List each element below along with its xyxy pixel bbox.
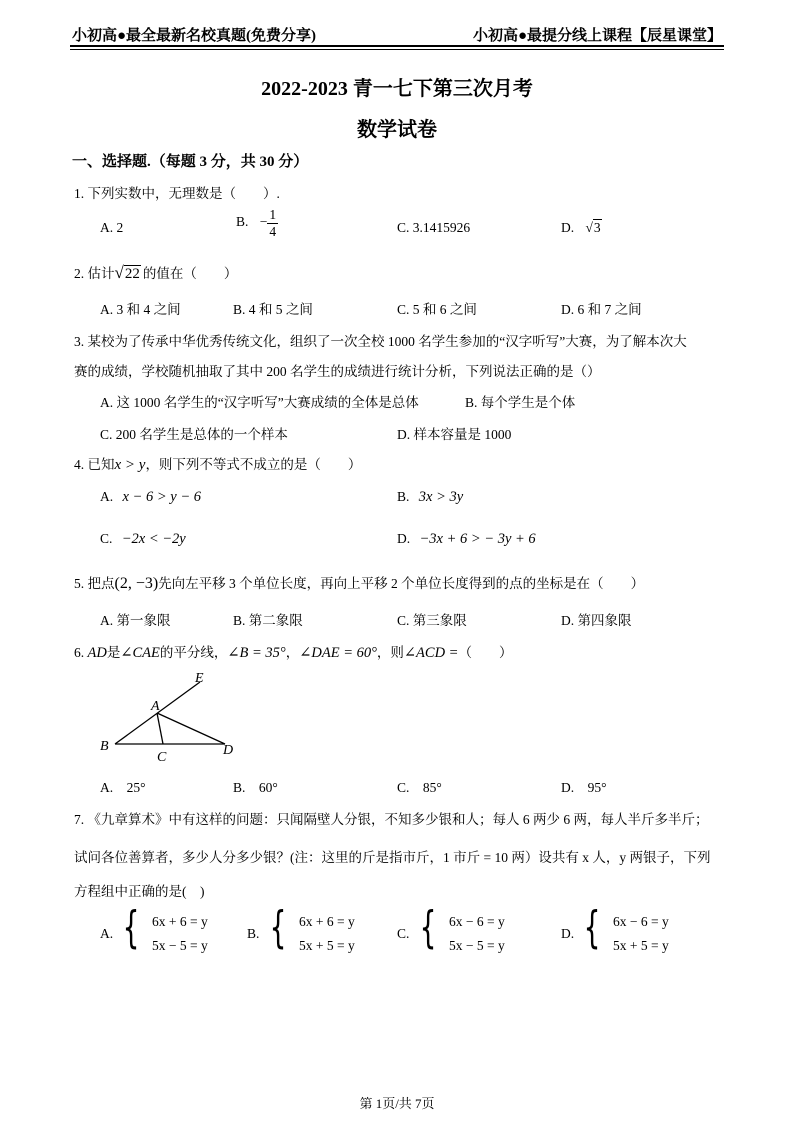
header-right: 小初高●最提分线上课程【辰星课堂】 xyxy=(472,28,722,44)
page-subtitle: 数学试卷 xyxy=(357,119,437,141)
label-a: A xyxy=(151,699,160,714)
q1-b-minus: − xyxy=(259,214,268,230)
q7-option-c-system xyxy=(449,910,505,958)
q2-option-a: A. 3 和 4 之间 xyxy=(100,302,181,317)
q1-option-c: C. 3.1415926 xyxy=(397,220,471,235)
q7-a-eq1: 6x + 6 = y xyxy=(152,914,208,929)
q5-option-d: D. 第四象限 xyxy=(561,613,632,628)
q2-option-d: D. 6 和 7 之间 xyxy=(561,302,642,317)
q6-geometry-figure xyxy=(95,668,245,766)
label-b: B xyxy=(100,739,109,754)
q5-option-a: A. 第一象限 xyxy=(100,613,171,628)
q6-angle-acd: ∠ACD = xyxy=(403,645,459,661)
q6-option-a: A. 25° xyxy=(100,780,146,795)
header-left: 小初高●最全最新名校真题(免费分享) xyxy=(72,28,317,44)
q6-num: 6. xyxy=(74,645,85,660)
q7-option-b-label: B. xyxy=(247,926,260,941)
q7-d-eq1: 6x − 6 = y xyxy=(613,914,669,929)
segment-ad xyxy=(157,713,225,744)
label-c: C xyxy=(157,750,167,765)
q4-d-label: D. xyxy=(397,531,411,546)
q4-option-d xyxy=(397,531,536,548)
q1-d-label: D. xyxy=(561,220,575,235)
q6-angle-cae: ∠CAE xyxy=(120,645,160,661)
q1-option-b xyxy=(236,208,278,238)
q4-condition: x > y xyxy=(114,457,146,473)
q4-c-expr: −2x < −2y xyxy=(121,531,186,547)
q7-option-a-brace: { xyxy=(122,902,140,953)
q3-option-b: B. 每个学生是个体 xyxy=(465,395,576,410)
q6-option-d: D. 95° xyxy=(561,780,607,795)
q6-ad: AD xyxy=(87,645,107,661)
q4-option-b xyxy=(397,489,463,506)
q4-post: ，则下列不等式不成立的是（ ） xyxy=(145,457,362,472)
q7-option-d-brace: { xyxy=(583,902,601,953)
q2-radicand: 22 xyxy=(124,266,140,282)
q5-post: 先向左平移 3 个单位长度，再向上平移 2 个单位长度得到的点的坐标是在（ ） xyxy=(158,576,645,591)
q4-c-label: C. xyxy=(100,531,113,546)
q4-a-expr: x − 6 > y − 6 xyxy=(122,489,201,505)
question-3-line-1: 3. 某校为了传承中华优秀传统文化，组织了一次全校 1000 名学生参加的“汉字听写”大赛，为了解本次大 xyxy=(74,334,687,349)
question-1-stem: 1. 下列实数中，无理数是（ ）. xyxy=(74,186,280,201)
question-7-line-3: 方程组中正确的是( ) xyxy=(74,884,205,899)
q7-option-c-label: C. xyxy=(397,926,410,941)
q1-option-d xyxy=(561,220,602,236)
question-4-stem xyxy=(74,453,361,474)
q6-t1: 是 xyxy=(106,645,121,660)
q2-option-c: C. 5 和 6 之间 xyxy=(397,302,477,317)
q7-c-eq1: 6x − 6 = y xyxy=(449,914,505,929)
q4-d-expr: −3x + 6 > − 3y + 6 xyxy=(419,531,536,547)
q7-b-eq1: 6x + 6 = y xyxy=(299,914,355,929)
q7-a-eq2: 5x − 5 = y xyxy=(152,938,208,953)
q7-b-eq2: 5x + 5 = y xyxy=(299,938,355,953)
q1-b-denominator: 4 xyxy=(269,223,277,239)
q2-post: 的值在（ ） xyxy=(142,266,238,281)
page-title: 2022-2023 青一七下第三次月考 xyxy=(261,78,533,100)
question-3-line-2: 赛的成绩，学校随机抽取了其中 200 名学生的成绩进行统计分析，下列说法正确的是（） xyxy=(74,364,601,379)
q6-angle-dae: ∠DAE = 60° xyxy=(299,645,377,661)
q2-option-b: B. 4 和 5 之间 xyxy=(233,302,313,317)
q7-c-eq2: 5x − 5 = y xyxy=(449,938,505,953)
question-6-stem xyxy=(74,641,512,662)
q4-b-expr: 3x > 3y xyxy=(418,489,464,505)
q7-option-d-system xyxy=(613,910,669,958)
segment-ac xyxy=(157,713,163,744)
q4-option-a xyxy=(100,489,201,506)
q6-t2: 的平分线， xyxy=(159,645,228,660)
q7-option-a-system xyxy=(152,910,208,958)
q7-option-d-label: D. xyxy=(561,926,575,941)
q6-t3: ， xyxy=(285,645,300,660)
q6-t4: ，则 xyxy=(376,645,404,660)
question-7-line-2: 试问各位善算者，多少人分多少银？(注：这里的斤是指市斤，1 市斤 = 10 两）设共有 x 人，y 两银子，下列 xyxy=(74,850,711,865)
q1-b-label: B. xyxy=(236,214,249,230)
q5-option-c: C. 第三象限 xyxy=(397,613,467,628)
q5-option-b: B. 第二象限 xyxy=(233,613,303,628)
q6-option-c: C. 85° xyxy=(397,780,442,795)
q5-pre: 5. 把点 xyxy=(74,576,115,591)
q1-d-radicand: 3 xyxy=(593,220,601,235)
label-d: D xyxy=(223,743,234,758)
q4-a-label: A. xyxy=(100,489,114,504)
q6-option-b: B. 60° xyxy=(233,780,278,795)
q2-sqrt-sign: √ xyxy=(114,263,124,282)
header-rule xyxy=(70,45,724,47)
q7-option-c-brace: { xyxy=(419,902,437,953)
q7-option-a-label: A. xyxy=(100,926,114,941)
q7-option-b-system xyxy=(299,910,355,958)
label-e: E xyxy=(195,671,204,686)
question-5-stem xyxy=(74,572,644,593)
q3-option-a: A. 这 1000 名学生的“汉字听写”大赛成绩的全体是总体 xyxy=(100,395,419,410)
q1-b-numerator: 1 xyxy=(269,207,277,222)
q3-option-c: C. 200 名学生是总体的一个样本 xyxy=(100,427,288,442)
q4-b-label: B. xyxy=(397,489,410,504)
q1-d-sqrt-sign: √ xyxy=(585,220,593,235)
question-7-line-1: 7. 《九章算术》中有这样的问题：只闻隔壁人分银，不知多少银和人；每人 6 两少 6 两，每人半斤多半斤； xyxy=(74,812,709,827)
q4-pre: 4. 已知 xyxy=(74,457,115,472)
header-rule-thin xyxy=(70,49,724,50)
q3-option-d: D. 样本容量是 1000 xyxy=(397,427,512,442)
section-heading: 一、选择题.（每题 3 分，共 30 分） xyxy=(72,154,309,170)
q6-t5: （ ） xyxy=(458,645,513,660)
q1-b-fraction xyxy=(267,208,278,238)
q2-pre: 2. 估计 xyxy=(74,266,115,281)
question-2-stem xyxy=(74,262,237,283)
q5-point: (2, −3) xyxy=(114,575,159,592)
page-footer: 第 1页/共 7页 xyxy=(359,1096,435,1111)
q4-option-c xyxy=(100,531,186,548)
q1-option-a: A. 2 xyxy=(100,220,124,235)
q7-d-eq2: 5x + 5 = y xyxy=(613,938,669,953)
q7-option-b-brace: { xyxy=(269,902,287,953)
q6-angle-b: ∠B = 35° xyxy=(227,645,286,661)
